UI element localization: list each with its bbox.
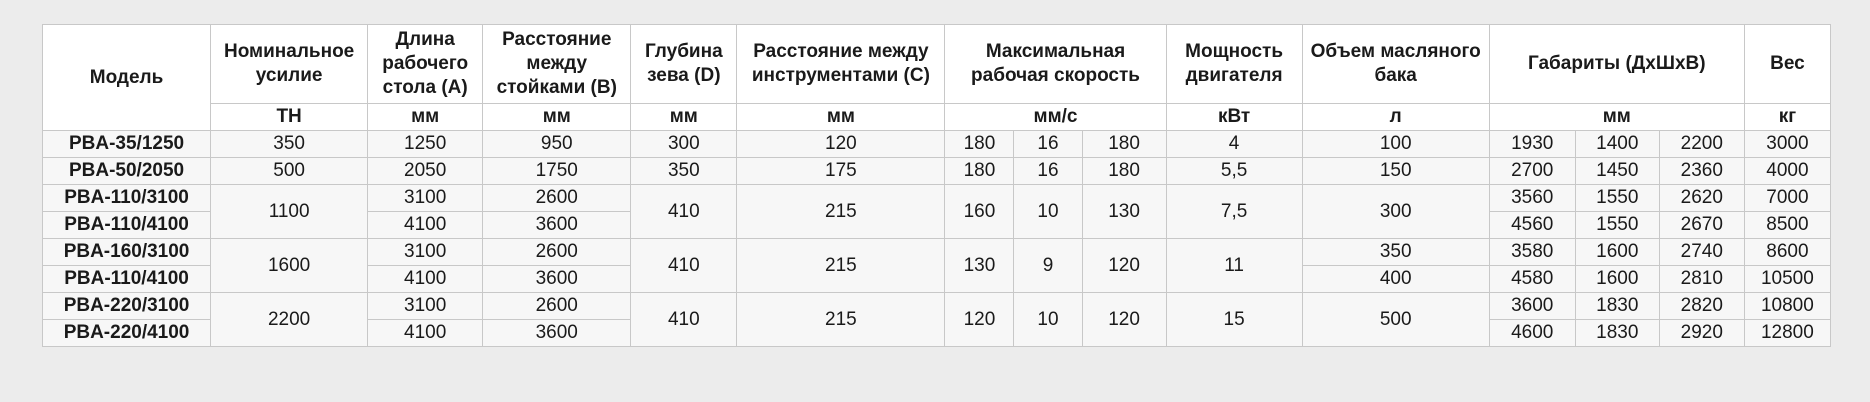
cell-dim-width: 1600	[1575, 239, 1659, 266]
cell-table-length: 3100	[368, 185, 483, 212]
cell-throat-depth: 410	[631, 293, 737, 347]
cell-oil-tank: 300	[1302, 185, 1489, 239]
cell-dim-height: 2620	[1659, 185, 1744, 212]
cell-tools-distance: 215	[737, 185, 945, 239]
cell-dim-width: 1550	[1575, 185, 1659, 212]
header-weight: Вес	[1744, 25, 1830, 104]
cell-force: 1100	[211, 185, 368, 239]
header-table-length: Длина рабочего стола (А)	[368, 25, 483, 104]
cell-model: PBA-110/4100	[43, 266, 211, 293]
cell-weight: 7000	[1744, 185, 1830, 212]
header-posts-distance: Расстояние между стойками (В)	[483, 25, 631, 104]
cell-speed-3: 180	[1082, 158, 1166, 185]
cell-table-length: 4100	[368, 320, 483, 347]
cell-weight: 3000	[1744, 131, 1830, 158]
cell-dim-length: 4580	[1489, 266, 1575, 293]
unit-motor-power: кВт	[1166, 104, 1302, 131]
cell-dim-height: 2820	[1659, 293, 1744, 320]
cell-force: 2200	[211, 293, 368, 347]
cell-model: PBA-110/4100	[43, 212, 211, 239]
cell-dim-length: 3600	[1489, 293, 1575, 320]
cell-model: PBA-160/3100	[43, 239, 211, 266]
cell-table-length: 4100	[368, 212, 483, 239]
cell-speed-1: 120	[945, 293, 1014, 347]
cell-table-length: 3100	[368, 239, 483, 266]
cell-weight: 8600	[1744, 239, 1830, 266]
cell-motor-power: 15	[1166, 293, 1302, 347]
cell-dim-height: 2200	[1659, 131, 1744, 158]
cell-dim-width: 1550	[1575, 212, 1659, 239]
cell-force: 350	[211, 131, 368, 158]
cell-speed-3: 120	[1082, 239, 1166, 293]
cell-dim-height: 2360	[1659, 158, 1744, 185]
cell-dim-length: 4600	[1489, 320, 1575, 347]
cell-model: PBA-35/1250	[43, 131, 211, 158]
unit-oil-tank: л	[1302, 104, 1489, 131]
cell-throat-depth: 410	[631, 239, 737, 293]
cell-table-length: 2050	[368, 158, 483, 185]
cell-motor-power: 5,5	[1166, 158, 1302, 185]
cell-speed-2: 10	[1014, 293, 1082, 347]
header-row	[43, 25, 1831, 104]
cell-oil-tank: 350	[1302, 239, 1489, 266]
header-dimensions: Габариты (ДхШхВ)	[1489, 25, 1744, 104]
table-row	[43, 239, 1831, 266]
cell-dim-width: 1830	[1575, 293, 1659, 320]
cell-dim-height: 2810	[1659, 266, 1744, 293]
cell-model: PBA-110/3100	[43, 185, 211, 212]
cell-force: 1600	[211, 239, 368, 293]
cell-oil-tank: 500	[1302, 293, 1489, 347]
cell-throat-depth: 410	[631, 185, 737, 239]
header-model: Модель	[43, 25, 211, 131]
cell-speed-3: 180	[1082, 131, 1166, 158]
cell-dim-width: 1600	[1575, 266, 1659, 293]
cell-weight: 10800	[1744, 293, 1830, 320]
unit-table-length: мм	[368, 104, 483, 131]
cell-speed-3: 130	[1082, 185, 1166, 239]
cell-model: PBA-220/4100	[43, 320, 211, 347]
cell-tools-distance: 175	[737, 158, 945, 185]
cell-posts-distance: 2600	[483, 239, 631, 266]
cell-weight: 10500	[1744, 266, 1830, 293]
cell-speed-2: 16	[1014, 158, 1082, 185]
header-throat-depth: Глубина зева (D)	[631, 25, 737, 104]
cell-oil-tank: 150	[1302, 158, 1489, 185]
table-row	[43, 293, 1831, 320]
cell-speed-2: 10	[1014, 185, 1082, 239]
cell-motor-power: 7,5	[1166, 185, 1302, 239]
cell-speed-2: 16	[1014, 131, 1082, 158]
cell-motor-power: 4	[1166, 131, 1302, 158]
cell-weight: 8500	[1744, 212, 1830, 239]
spec-table	[42, 24, 1831, 347]
cell-oil-tank: 100	[1302, 131, 1489, 158]
cell-oil-tank: 400	[1302, 266, 1489, 293]
unit-tools-distance: мм	[737, 104, 945, 131]
unit-force: ТН	[211, 104, 368, 131]
cell-force: 500	[211, 158, 368, 185]
cell-throat-depth: 300	[631, 131, 737, 158]
cell-speed-1: 130	[945, 239, 1014, 293]
cell-posts-distance: 3600	[483, 212, 631, 239]
cell-dim-width: 1450	[1575, 158, 1659, 185]
cell-table-length: 3100	[368, 293, 483, 320]
table-row	[43, 131, 1831, 158]
cell-posts-distance: 2600	[483, 293, 631, 320]
cell-weight: 4000	[1744, 158, 1830, 185]
table-row	[43, 185, 1831, 212]
cell-table-length: 4100	[368, 266, 483, 293]
cell-dim-length: 3580	[1489, 239, 1575, 266]
header-tools-distance: Расстояние между инструментами (С)	[737, 25, 945, 104]
cell-tools-distance: 215	[737, 239, 945, 293]
cell-motor-power: 11	[1166, 239, 1302, 293]
unit-dimensions: мм	[1489, 104, 1744, 131]
unit-weight: кг	[1744, 104, 1830, 131]
header-force: Номинальное усилие	[211, 25, 368, 104]
cell-speed-3: 120	[1082, 293, 1166, 347]
units-row	[43, 104, 1831, 131]
header-motor-power: Мощность двигателя	[1166, 25, 1302, 104]
unit-max-speed: мм/с	[945, 104, 1166, 131]
cell-dim-length: 1930	[1489, 131, 1575, 158]
cell-throat-depth: 350	[631, 158, 737, 185]
cell-model: PBA-50/2050	[43, 158, 211, 185]
cell-dim-width: 1830	[1575, 320, 1659, 347]
cell-weight: 12800	[1744, 320, 1830, 347]
cell-table-length: 1250	[368, 131, 483, 158]
header-max-speed: Максимальная рабочая скорость	[945, 25, 1166, 104]
header-oil-tank: Объем масляного бака	[1302, 25, 1489, 104]
cell-posts-distance: 3600	[483, 320, 631, 347]
unit-throat-depth: мм	[631, 104, 737, 131]
table-row	[43, 158, 1831, 185]
cell-dim-height: 2670	[1659, 212, 1744, 239]
cell-speed-1: 160	[945, 185, 1014, 239]
cell-model: PBA-220/3100	[43, 293, 211, 320]
cell-dim-height: 2740	[1659, 239, 1744, 266]
cell-dim-length: 2700	[1489, 158, 1575, 185]
cell-tools-distance: 120	[737, 131, 945, 158]
cell-posts-distance: 2600	[483, 185, 631, 212]
cell-tools-distance: 215	[737, 293, 945, 347]
cell-speed-1: 180	[945, 158, 1014, 185]
cell-posts-distance: 3600	[483, 266, 631, 293]
cell-posts-distance: 1750	[483, 158, 631, 185]
cell-posts-distance: 950	[483, 131, 631, 158]
cell-speed-2: 9	[1014, 239, 1082, 293]
cell-speed-1: 180	[945, 131, 1014, 158]
unit-posts-distance: мм	[483, 104, 631, 131]
cell-dim-width: 1400	[1575, 131, 1659, 158]
cell-dim-height: 2920	[1659, 320, 1744, 347]
cell-dim-length: 4560	[1489, 212, 1575, 239]
cell-dim-length: 3560	[1489, 185, 1575, 212]
